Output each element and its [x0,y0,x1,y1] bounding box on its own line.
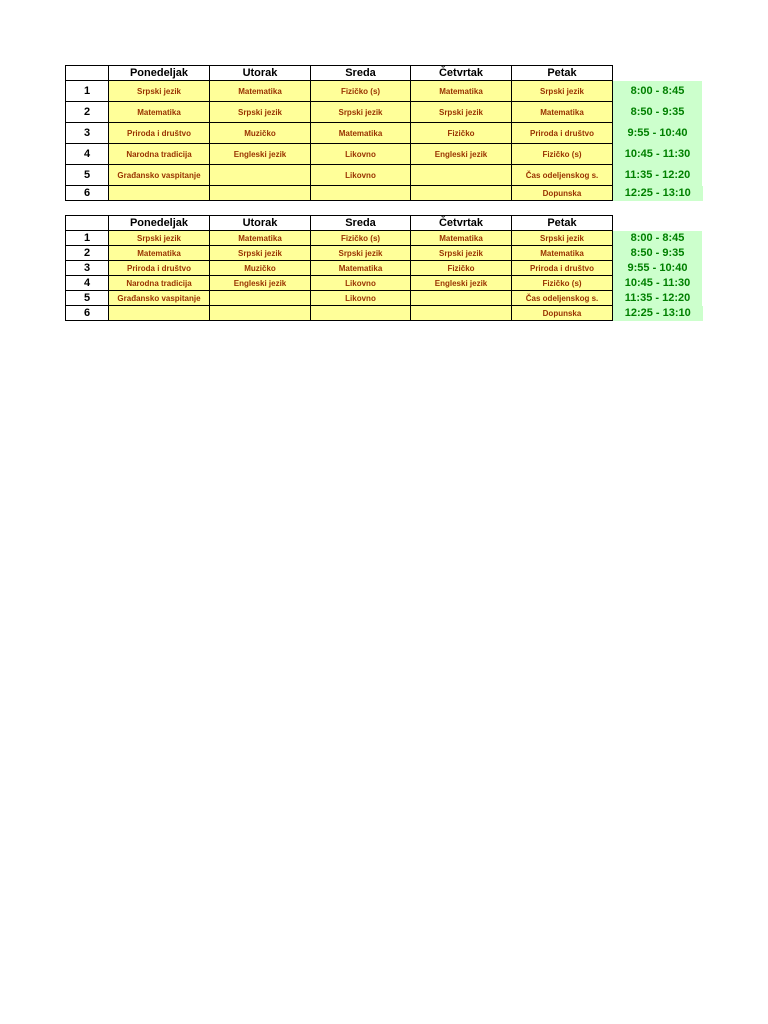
time-slot: 11:35 - 12:20 [613,291,703,306]
lesson-cell: Srpski jezik [512,231,613,246]
lesson-cell: Narodna tradicija [109,276,210,291]
lesson-cell: Čas odeljenskog s. [512,165,613,186]
lesson-cell: Građansko vaspitanje [109,291,210,306]
lesson-cell: Srpski jezik [411,102,512,123]
period-number: 3 [66,261,109,276]
time-slot: 8:50 - 9:35 [613,246,703,261]
lesson-cell: Muzičko [210,123,311,144]
lesson-cell [210,291,311,306]
lesson-cell: Čas odeljenskog s. [512,291,613,306]
lesson-cell [109,186,210,201]
period-number: 5 [66,291,109,306]
time-slot: 8:00 - 8:45 [613,81,703,102]
lesson-cell [210,165,311,186]
lesson-cell [411,306,512,321]
lesson-cell: Matematika [311,123,411,144]
header-time-blank [613,66,703,81]
lesson-cell: Srpski jezik [210,246,311,261]
lesson-cell: Matematika [109,102,210,123]
lesson-cell: Fizičko (s) [512,144,613,165]
header-wednesday: Sreda [311,216,411,231]
lesson-cell [311,306,411,321]
period-number: 2 [66,102,109,123]
header-wednesday: Sreda [311,66,411,81]
lesson-cell [311,186,411,201]
header-thursday: Četvrtak [411,66,512,81]
schedule-table-2 [65,215,703,321]
header-tuesday: Utorak [210,216,311,231]
lesson-cell: Fizičko (s) [311,81,411,102]
time-slot: 9:55 - 10:40 [613,123,703,144]
lesson-cell: Srpski jezik [109,231,210,246]
lesson-cell [109,306,210,321]
lesson-cell: Dopunska [512,306,613,321]
lesson-cell: Matematika [411,81,512,102]
period-number: 4 [66,144,109,165]
table-row [66,261,703,276]
lesson-cell: Srpski jezik [311,102,411,123]
header-row [66,216,703,231]
lesson-cell: Dopunska [512,186,613,201]
time-slot: 12:25 - 13:10 [613,306,703,321]
lesson-cell: Srpski jezik [411,246,512,261]
lesson-cell [411,291,512,306]
header-corner [66,66,109,81]
lesson-cell: Fizičko (s) [512,276,613,291]
table-row [66,231,703,246]
lesson-cell: Matematika [512,246,613,261]
header-monday: Ponedeljak [109,216,210,231]
lesson-cell: Srpski jezik [210,102,311,123]
table-row [66,186,703,201]
lesson-cell: Matematika [411,231,512,246]
lesson-cell [411,186,512,201]
schedule-table-1 [65,65,703,201]
lesson-cell [210,186,311,201]
table-row [66,81,703,102]
header-thursday: Četvrtak [411,216,512,231]
lesson-cell: Srpski jezik [109,81,210,102]
table-row [66,291,703,306]
table-row [66,306,703,321]
lesson-cell: Građansko vaspitanje [109,165,210,186]
time-slot: 10:45 - 11:30 [613,276,703,291]
table-row [66,165,703,186]
lesson-cell: Priroda i društvo [512,123,613,144]
time-slot: 9:55 - 10:40 [613,261,703,276]
header-tuesday: Utorak [210,66,311,81]
header-monday: Ponedeljak [109,66,210,81]
period-number: 4 [66,276,109,291]
lesson-cell: Srpski jezik [311,246,411,261]
table-row [66,123,703,144]
lesson-cell: Likovno [311,165,411,186]
header-friday: Petak [512,216,613,231]
table-row [66,246,703,261]
lesson-cell: Priroda i društvo [109,123,210,144]
lesson-cell: Matematika [512,102,613,123]
lesson-cell: Likovno [311,276,411,291]
lesson-cell: Fizičko [411,123,512,144]
header-row [66,66,703,81]
time-slot: 10:45 - 11:30 [613,144,703,165]
time-slot: 12:25 - 13:10 [613,186,703,201]
lesson-cell: Engleski jezik [210,144,311,165]
table-row [66,276,703,291]
lesson-cell: Fizičko (s) [311,231,411,246]
lesson-cell: Srpski jezik [512,81,613,102]
lesson-cell: Likovno [311,144,411,165]
lesson-cell: Narodna tradicija [109,144,210,165]
period-number: 6 [66,306,109,321]
lesson-cell: Engleski jezik [411,276,512,291]
period-number: 3 [66,123,109,144]
period-number: 5 [66,165,109,186]
period-number: 2 [66,246,109,261]
time-slot: 11:35 - 12:20 [613,165,703,186]
lesson-cell: Fizičko [411,261,512,276]
lesson-cell [210,306,311,321]
lesson-cell: Engleski jezik [411,144,512,165]
time-slot: 8:00 - 8:45 [613,231,703,246]
lesson-cell: Matematika [109,246,210,261]
lesson-cell: Matematika [311,261,411,276]
lesson-cell: Priroda i društvo [512,261,613,276]
header-friday: Petak [512,66,613,81]
header-corner [66,216,109,231]
period-number: 1 [66,81,109,102]
period-number: 1 [66,231,109,246]
lesson-cell: Matematika [210,231,311,246]
lesson-cell: Likovno [311,291,411,306]
lesson-cell: Priroda i društvo [109,261,210,276]
header-time-blank [613,216,703,231]
table-row [66,102,703,123]
period-number: 6 [66,186,109,201]
lesson-cell: Engleski jezik [210,276,311,291]
table-row [66,144,703,165]
lesson-cell: Matematika [210,81,311,102]
time-slot: 8:50 - 9:35 [613,102,703,123]
lesson-cell: Muzičko [210,261,311,276]
lesson-cell [411,165,512,186]
